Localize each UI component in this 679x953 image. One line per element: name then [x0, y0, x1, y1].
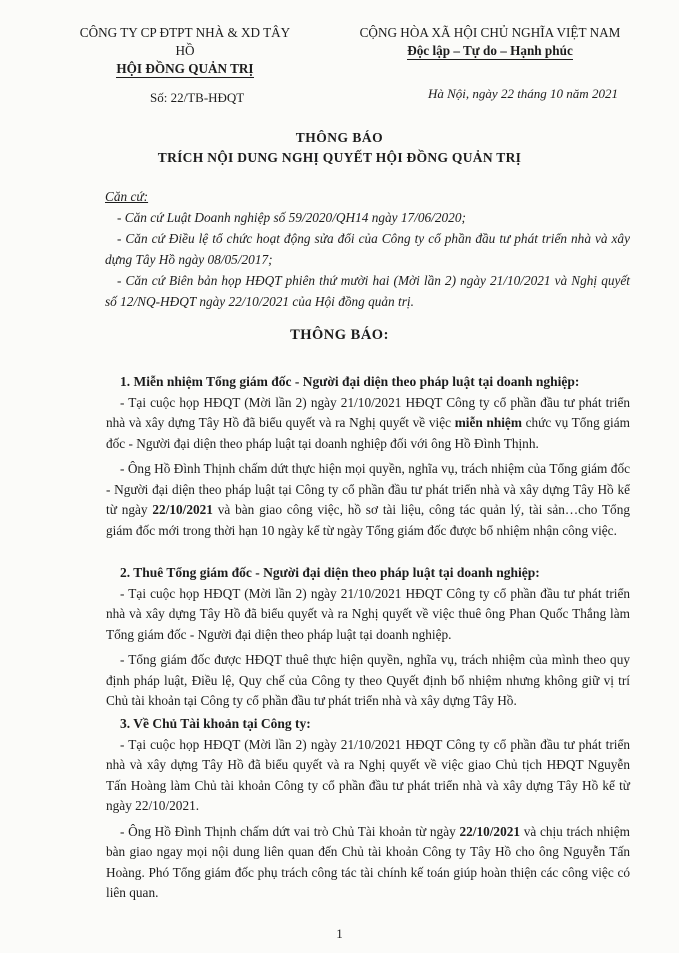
section-paragraph: - Ông Hồ Đình Thịnh chấm dứt thực hiện mọi quyền, nghĩa vụ, trách nhiệm của Tổng giám đốc - Người đại diện theo pháp luật tại Công ty cổ phần đầu tư phát triển nhà và xây dựng Tây Hồ kể từ ngày 22/10/2021 và bàn giao công việc, hồ sơ tài liệu, công tác quản lý, tài sản…cho Tổng giám đốc mới trong thời hạn 10 ngày kể từ ngày Tổng giám đốc được bổ nhiệm nhận công việc.: [106, 461, 630, 538]
country-name: CỘNG HÒA XÃ HỘI CHỦ NGHĨA VIỆT NAM: [359, 25, 621, 40]
section-account-holder: [106, 714, 630, 909]
legal-basis: [105, 186, 630, 312]
place-date: Hà Nội, ngày 22 tháng 10 năm 2021: [428, 86, 618, 101]
basis-label: Căn cứ:: [105, 189, 149, 204]
section-paragraph: - Tại cuộc họp HĐQT (Mời lần 2) ngày 21/10/2021 HĐQT Công ty cổ phần đầu tư phát triển nhà và xây dựng Tây Hồ đã biểu quyết và ra Nghị quyết về việc giao Chủ tịch HĐQT Nguyễn Tấn Hoàng làm Chủ tài khoản Công ty cổ phần đầu tư phát triển nhà và xây dựng Tây Hồ kể từ ngày 22/10/2021.: [106, 736, 630, 813]
section-paragraph: - Ông Hồ Đình Thịnh chấm dứt vai trò Chủ Tài khoản từ ngày 22/10/2021 và chịu trách nhiệm bàn giao ngay mọi nội dung liên quan đến Chủ tài khoản Công ty Tây Hồ cho ông Nguyễn Tấn Hoàng. Phó Tổng giám đốc phụ trách công tác tài chính kế toán giúp hoàn thiện các công việc có liên quan.: [106, 823, 630, 900]
national-header: [345, 24, 635, 60]
section-heading: 1. Miễn nhiệm Tổng giám đốc - Người đại diện theo pháp luật tại doanh nghiệp:: [120, 374, 580, 389]
page-number: 1: [336, 926, 343, 941]
section-dismissal: [106, 372, 630, 546]
basis-item: - Căn cứ Điều lệ tổ chức hoạt động sửa đổi của Công ty cổ phần đầu tư phát triển nhà và xây dựng Tây Hồ ngày 08/05/2017;: [105, 231, 630, 267]
announcement-heading: THÔNG BÁO:: [290, 327, 389, 343]
motto: Độc lập – Tự do – Hạnh phúc: [407, 43, 573, 58]
document-title: THÔNG BÁO: [295, 130, 384, 145]
board-name: HỘI ĐỒNG QUẢN TRỊ: [116, 61, 254, 76]
issuer-block: [70, 24, 300, 78]
section-heading: 3. Về Chủ Tài khoản tại Công ty:: [120, 716, 311, 731]
section-paragraph: - Tổng giám đốc được HĐQT thuê thực hiện quyền, nghĩa vụ, trách nhiệm của mình theo quy định pháp luật, Điều lệ, Quy chế của Công ty theo Quyết định bổ nhiệm nhưng không giữ vị trí Chủ tài khoản tại Công ty cổ phần đầu tư phát triển nhà và xây dựng Tây Hồ.: [106, 652, 630, 708]
company-name: CÔNG TY CP ĐTPT NHÀ & XD TÂY HỒ: [79, 25, 291, 58]
basis-item: - Căn cứ Biên bản họp HĐQT phiên thứ mười hai (Mời lần 2) ngày 21/10/2021 và Nghị quyết số 12/NQ-HĐQT ngày 22/10/2021 của Hội đồng quản trị.: [105, 273, 630, 309]
document-number: Số: 22/TB-HĐQT: [150, 90, 245, 105]
section-heading: 2. Thuê Tổng giám đốc - Người đại diện theo pháp luật tại doanh nghiệp:: [120, 565, 540, 580]
basis-item: - Căn cứ Luật Doanh nghiệp số 59/2020/QH14 ngày 17/06/2020;: [117, 210, 466, 225]
section-hiring: [106, 563, 630, 717]
section-paragraph: - Tại cuộc họp HĐQT (Mời lần 2) ngày 21/10/2021 HĐQT Công ty cổ phần đầu tư phát triển nhà và xây dựng Tây Hồ đã biểu quyết và ra Nghị quyết về việc thuê ông Phan Quốc Thắng làm Tổng giám đốc - Người đại diện theo pháp luật tại doanh nghiệp.: [106, 585, 630, 642]
document-subtitle: TRÍCH NỘI DUNG NGHỊ QUYẾT HỘI ĐỒNG QUẢN TRỊ: [157, 150, 522, 165]
section-paragraph: - Tại cuộc họp HĐQT (Mời lần 2) ngày 21/10/2021 HĐQT Công ty cổ phần đầu tư phát triển nhà và xây dựng Tây Hồ đã biểu quyết và ra Nghị quyết về việc miễn nhiệm chức vụ Tổng giám đốc - Người đại diện theo pháp luật tại doanh nghiệp đối với ông Hồ Đình Thịnh.: [106, 394, 630, 451]
